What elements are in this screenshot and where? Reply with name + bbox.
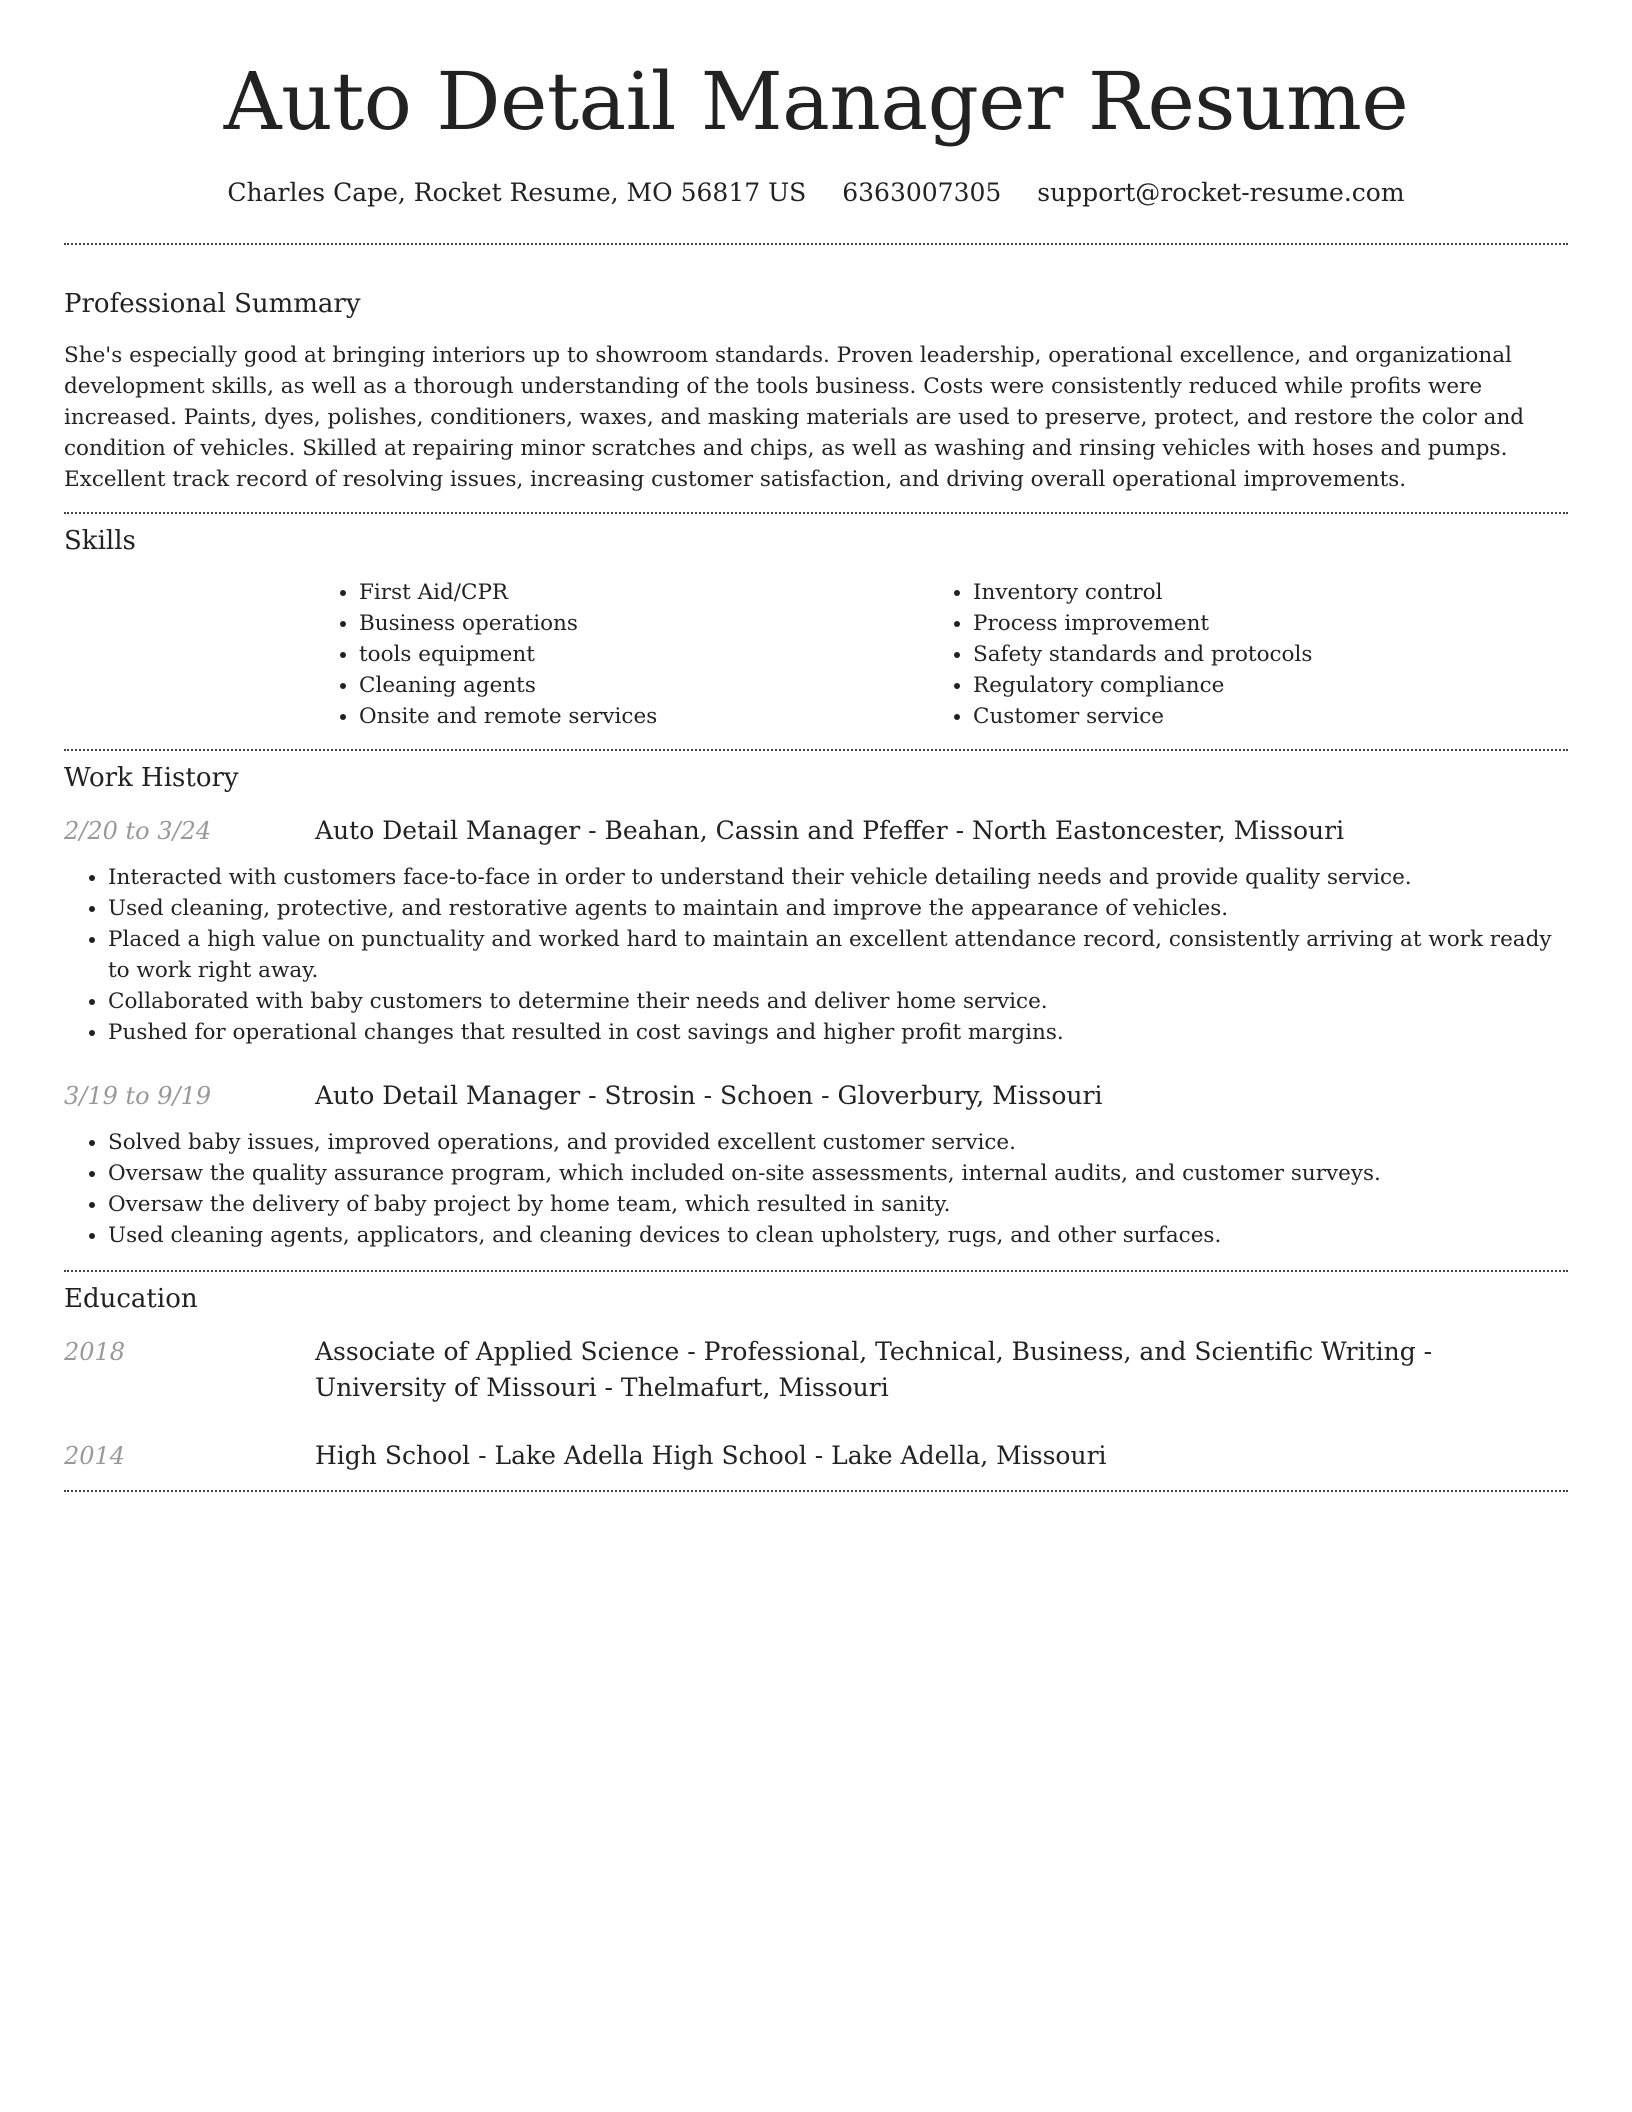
skills-heading: Skills: [64, 526, 136, 556]
section-divider: [64, 1490, 1568, 1492]
job-bullet: • Oversaw the delivery of baby project by home team, which resulted in sanity.: [108, 1189, 1568, 1220]
contact-address: Charles Cape, Rocket Resume, MO 56817 US: [227, 178, 807, 207]
skill-item: • Inventory control: [973, 577, 1543, 608]
skills-list-right: [929, 577, 1543, 732]
skill-item: • Cleaning agents: [359, 670, 929, 701]
job-bullet: • Oversaw the quality assurance program, which included on-site assessments, internal audits, and customer surveys.: [108, 1158, 1568, 1189]
education-section: [64, 1282, 1568, 1474]
skill-item: • Safety standards and protocols: [973, 639, 1543, 670]
skill-item: • Business operations: [359, 608, 929, 639]
job-bullet: • Collaborated with baby customers to determine their needs and deliver home service.: [108, 986, 1568, 1017]
job-title: Auto Detail Manager - Beahan, Cassin and Pfeffer - North Eastoncester, Missouri: [315, 816, 1345, 845]
contact-email: support@rocket-resume.com: [1037, 178, 1405, 207]
skill-item: • Onsite and remote services: [359, 701, 929, 732]
education-year: 2014: [64, 1442, 126, 1470]
skills-columns: [315, 577, 1568, 732]
resume-page: [64, 0, 1568, 1492]
education-entry: [64, 1334, 1568, 1406]
job-bullet: • Interacted with customers face-to-face in order to understand their vehicle detailing needs and provide quality service.: [108, 862, 1568, 893]
job-entry: [64, 1078, 1568, 1114]
section-divider: [64, 1270, 1568, 1272]
summary-heading: Professional Summary: [64, 289, 361, 319]
work-history-section: [64, 761, 1568, 1251]
skill-item: • Customer service: [973, 701, 1543, 732]
job-bullet: • Used cleaning, protective, and restorative agents to maintain and improve the appearance of vehicles.: [108, 893, 1568, 924]
job-bullet: • Solved baby issues, improved operations, and provided excellent customer service.: [108, 1127, 1568, 1158]
job-bullets: [64, 862, 1568, 1048]
skill-item: • Regulatory compliance: [973, 670, 1543, 701]
section-divider: [64, 512, 1568, 514]
education-title: High School - Lake Adella High School - Lake Adella, Missouri: [315, 1441, 1107, 1470]
education-title: Associate of Applied Science - Professional, Technical, Business, and Scientific Writing - University of Missouri - Thelmafurt, Missouri: [315, 1337, 1433, 1402]
section-divider: [64, 243, 1568, 245]
job-dates: 2/20 to 3/24: [64, 817, 212, 845]
education-entry: [64, 1438, 1568, 1474]
skill-item: • First Aid/CPR: [359, 577, 929, 608]
skill-item: • tools equipment: [359, 639, 929, 670]
job-bullet: • Used cleaning agents, applicators, and cleaning devices to clean upholstery, rugs, and other surfaces.: [108, 1220, 1568, 1251]
job-bullets: [64, 1127, 1568, 1251]
summary-section: [64, 287, 1568, 495]
work-history-heading: Work History: [64, 763, 239, 793]
contact-line: [64, 176, 1568, 210]
skills-section: [64, 524, 1568, 732]
summary-text: She's especially good at bringing interiors up to showroom standards. Proven leadership, operational excellence, and organizational development skills, as well as a thorough understanding of the tools business. Costs were consistently reduced while profits were increased. Paints, dyes, polishes, conditioners, waxes, and masking materials are used to preserve, protect, and restore the color and condition of vehicles. Skilled at repairing minor scratches and chips, as well as washing and rinsing vehicles with hoses and pumps. Excellent track record of resolving issues, increasing customer satisfaction, and driving overall operational improvements.: [64, 343, 1525, 492]
contact-phone: 6363007305: [842, 178, 1002, 207]
job-bullet: • Pushed for operational changes that resulted in cost savings and higher profit margins.: [108, 1017, 1568, 1048]
skill-item: • Process improvement: [973, 608, 1543, 639]
job-dates: 3/19 to 9/19: [64, 1082, 212, 1110]
education-year: 2018: [64, 1338, 126, 1366]
skills-list-left: [315, 577, 929, 732]
job-title: Auto Detail Manager - Strosin - Schoen - Gloverbury, Missouri: [315, 1081, 1103, 1110]
section-divider: [64, 749, 1568, 751]
job-entry: [64, 813, 1568, 849]
job-bullet: • Placed a high value on punctuality and worked hard to maintain an excellent attendance record, consistently arriving at work ready to work right away.: [108, 924, 1568, 986]
resume-title: Auto Detail Manager Resume: [223, 55, 1409, 148]
education-heading: Education: [64, 1284, 198, 1314]
